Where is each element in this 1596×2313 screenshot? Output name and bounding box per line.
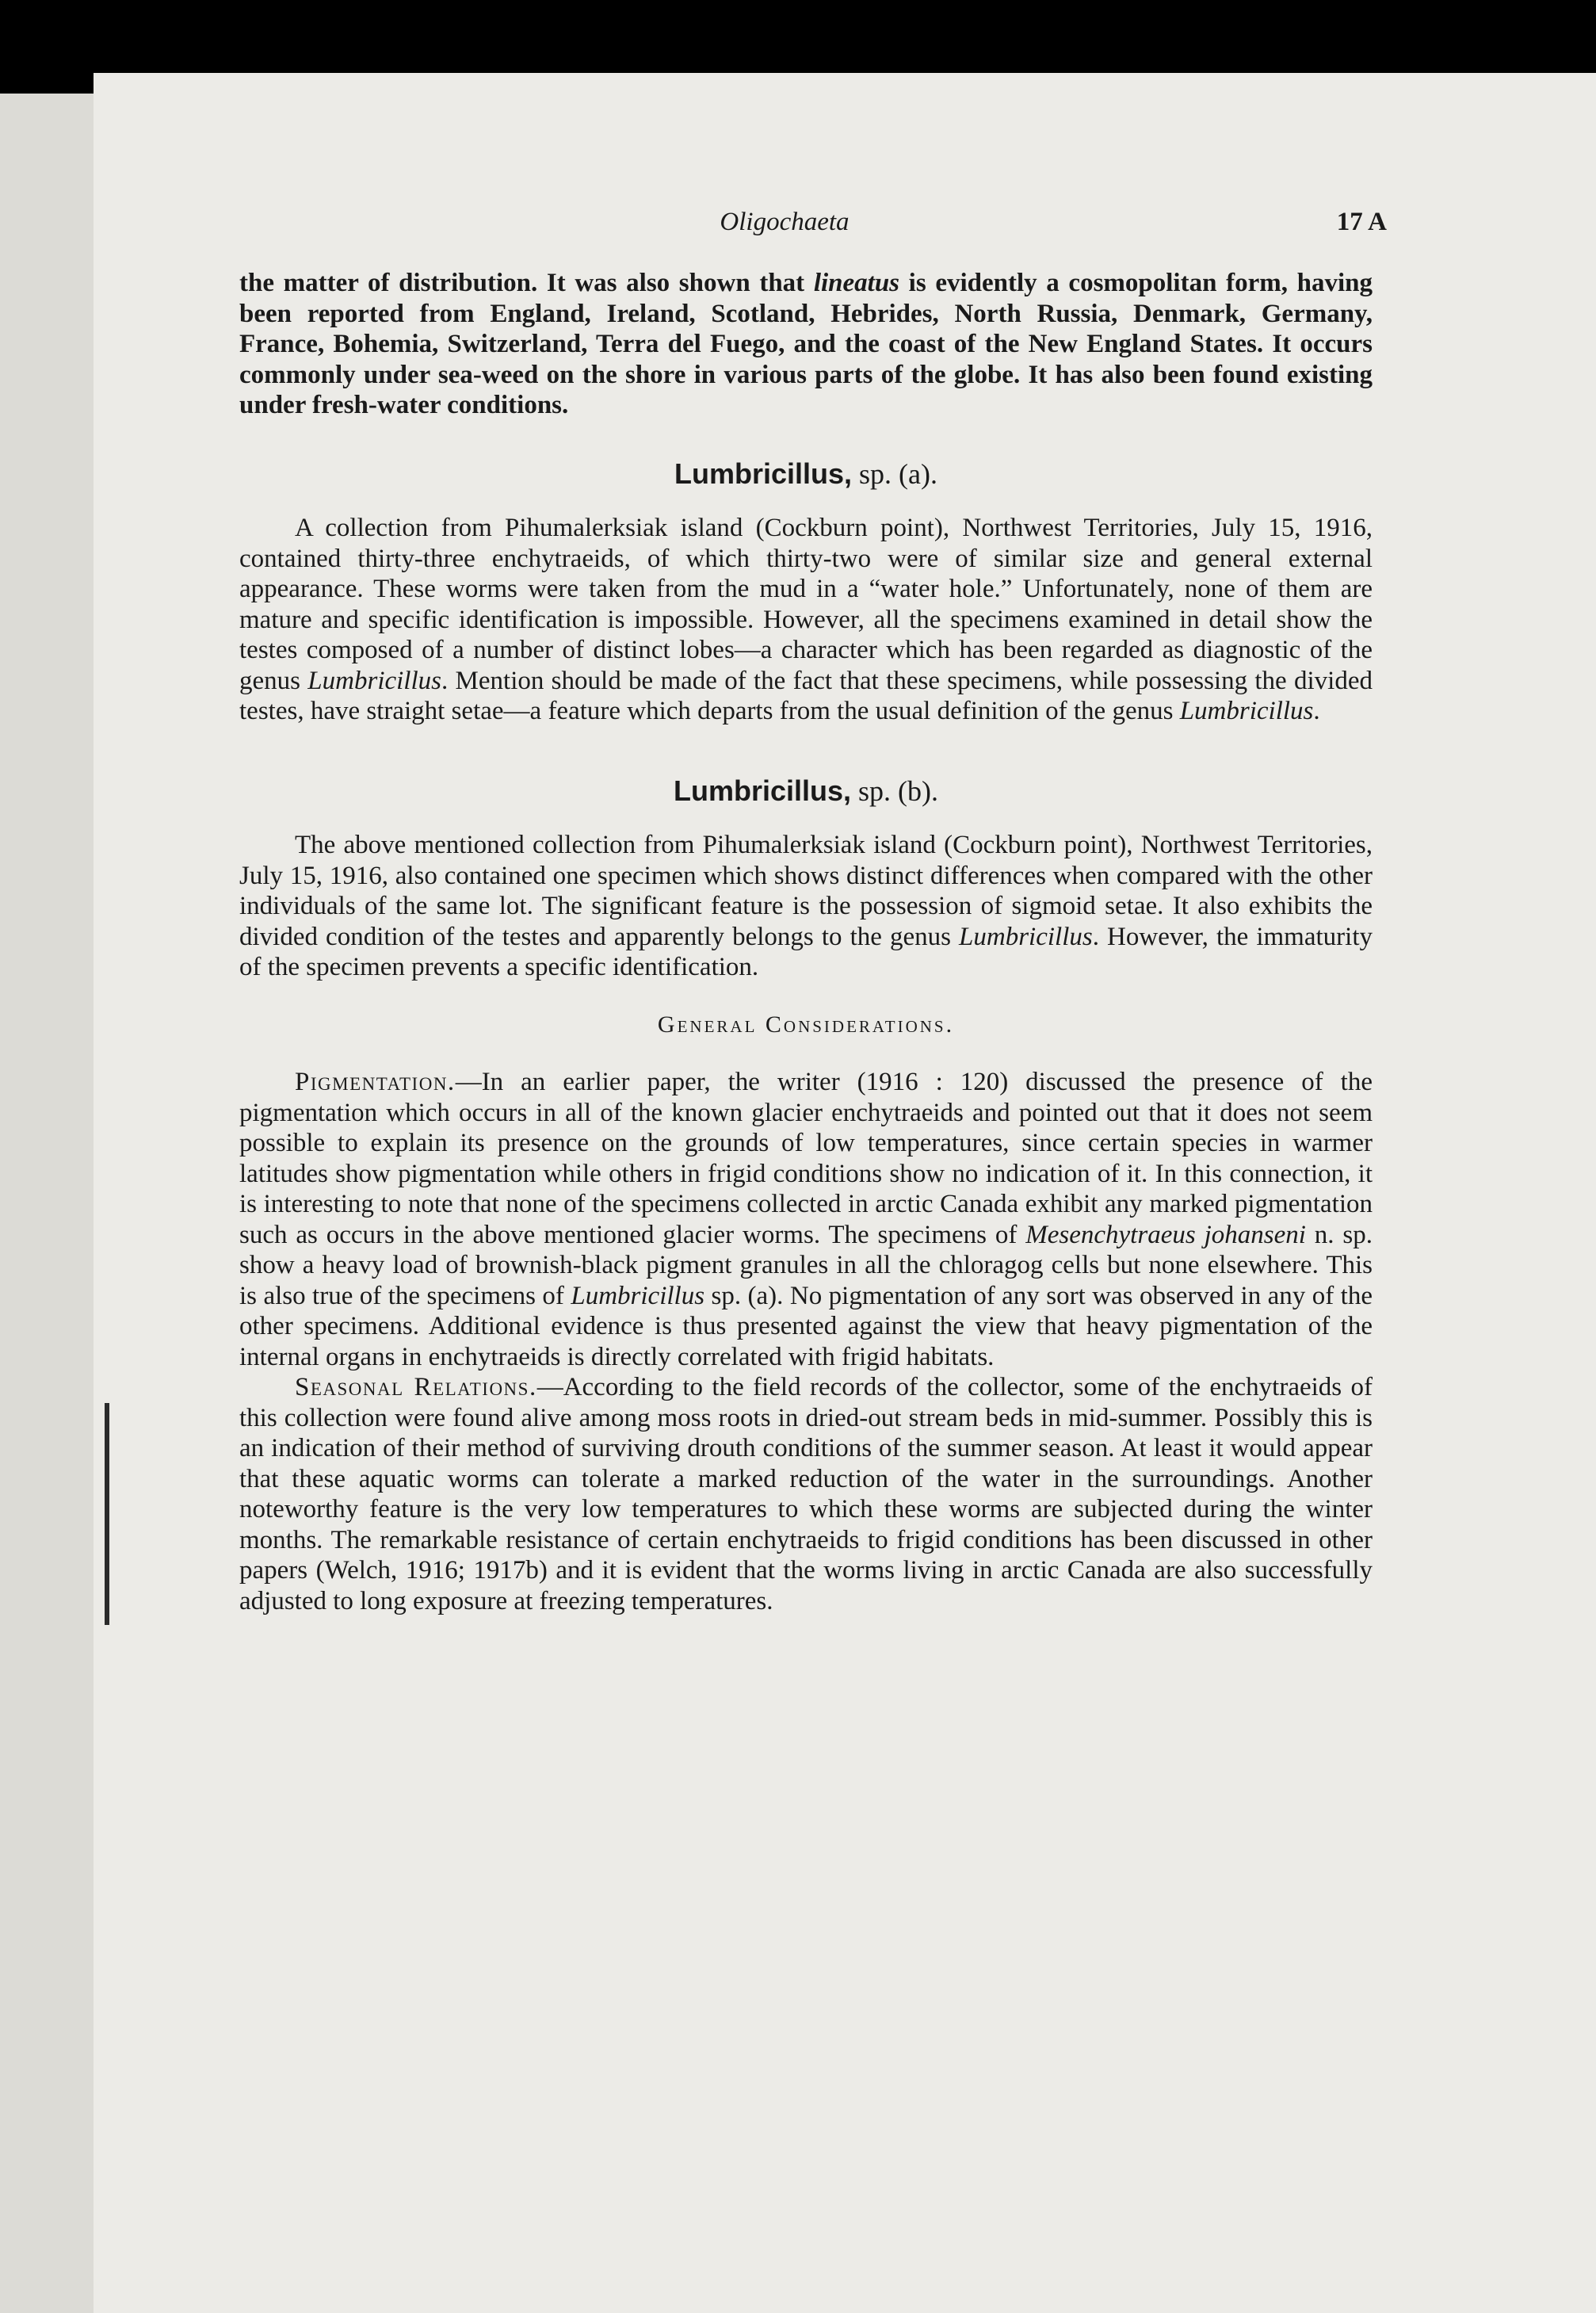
section-b-paragraph bbox=[239, 830, 1373, 983]
spacer bbox=[239, 489, 1373, 513]
text-run: . However, the immaturity of the specimen prevents a specific identification. bbox=[239, 922, 1373, 981]
margin-mark bbox=[105, 1403, 109, 1625]
species-designation: sp. (b). bbox=[851, 774, 939, 807]
page-edge-left bbox=[0, 94, 94, 2313]
genus-italic: Lumbricillus bbox=[959, 922, 1093, 951]
intro-paragraph bbox=[239, 268, 1373, 421]
text-run: The above mentioned collection from Pihumalerksiak island (Cockburn point), Northwest Territories, July 15, 1916, also contained one specimen which shows distinct differences when compared with the other individuals of the same lot. The significant feature is the possession of sigmoid setae. It also exhibits the divided condition of the testes and apparently belongs to the genus bbox=[239, 831, 1373, 951]
spacer bbox=[239, 806, 1373, 830]
text-run: —According to the field records of the collector, some of the enchytraeids of this collection were found alive among moss roots in dried-out stream beds in mid-summer. Possibly this is an indication of their method of surviving drouth conditions of the summer season. At least it would appear that these aquatic worms can tolerate a marked reduction of the water in the surroundings. Another noteworthy feature is the very low temperatures to which these worms are subjected during the winter months. The remarkable resistance of certain enchytraeids to frigid conditions has been discussed in other papers (Welch, 1916; 1917b) and it is evident that the worms living in arctic Canada are also successfully adjusted to long exposure at freezing temperatures. bbox=[239, 1373, 1373, 1615]
paragraph-lead: Pigmentation. bbox=[295, 1068, 456, 1096]
genus-italic: Lumbricillus bbox=[571, 1281, 705, 1310]
species-name: lineatus bbox=[813, 269, 900, 297]
paragraph-lead: Seasonal Relations. bbox=[295, 1373, 537, 1401]
text-run: sp. (a). No pigmentation of any sort was observed in any of the other specimens. Additional evidence is thus presented against the view that heavy pigmentation of the internal organs in enchytraeids is directly correlated with frigid habitats. bbox=[239, 1281, 1373, 1371]
text-run: is evidently a cosmopolitan form, having been reported from England, Ireland, Scotland, Hebrides, North Russia, Denmark, Germany, France, Bohemia, Switzerland, Terra del Fuego, and the coast of the New England States. It occurs commonly under sea-weed on the shore in various parts of the globe. It has also been found existing under fresh-water conditions. bbox=[239, 269, 1373, 419]
species-name: Mesenchytraeus johanseni bbox=[1025, 1220, 1306, 1249]
text-run: the matter of distribution. It was also shown that bbox=[239, 269, 814, 297]
section-heading-a bbox=[239, 459, 1373, 490]
page-number: 17 A bbox=[1336, 208, 1387, 236]
text-run: . Mention should be made of the fact that these specimens, while possessing the divided testes, have straight setae—a feature which departs from the usual definition of the genus bbox=[239, 666, 1373, 725]
species-designation: sp. (a). bbox=[852, 457, 937, 490]
seasonal-relations-paragraph bbox=[239, 1372, 1373, 1616]
text-run: —In an earlier paper, the writer (1916 : 120) discussed the presence of the pigmentation which occurs in all of the known glacier enchytraeids and pointed out that it does not seem possible to explain its presence on the grounds of low temperatures, since certain species in warmer latitudes show pigmentation while others in frigid conditions show no indication of it. In this connection, it is interesting to note that none of the specimens collected in arctic Canada exhibit any marked pigmentation such as occurs in the above mentioned glacier worms. The specimens of bbox=[239, 1068, 1373, 1249]
text-run: A collection from Pihumalerksiak island (Cockburn point), Northwest Territories, July 15, 1916, contained thirty-three enchytraeids, of which thirty-two were of similar size and general external appearance. These worms were taken from the mud in a “water hole.” Unfortunately, none of them are mature and specific identification is impossible. However, all the specimens examined in detail show the testes composed of a number of distinct lobes—a character which has been regarded as diagnostic of the genus bbox=[239, 514, 1373, 695]
pigmentation-paragraph bbox=[239, 1067, 1373, 1372]
text-run: n. sp. show a heavy load of brownish-black pigment granules in all the chloragog cells but none elsewhere. This is also true of the specimens of bbox=[239, 1220, 1373, 1310]
section-a-paragraph bbox=[239, 513, 1373, 727]
genus-italic: Lumbricillus bbox=[307, 666, 441, 695]
genus-name: Lumbricillus, bbox=[674, 457, 853, 490]
section-heading-b bbox=[239, 776, 1373, 807]
article-body bbox=[239, 268, 1373, 1616]
genus-italic: Lumbricillus bbox=[1179, 697, 1314, 725]
spacer bbox=[239, 727, 1373, 776]
genus-name: Lumbricillus, bbox=[673, 774, 852, 807]
spacer bbox=[239, 421, 1373, 459]
general-considerations-heading: General Considerations. bbox=[657, 1011, 955, 1038]
spacer bbox=[239, 1040, 1373, 1067]
page-header bbox=[182, 208, 1387, 247]
spacer bbox=[239, 983, 1373, 1010]
text-run: . bbox=[1313, 697, 1320, 725]
running-title: Oligochaeta bbox=[720, 208, 850, 236]
